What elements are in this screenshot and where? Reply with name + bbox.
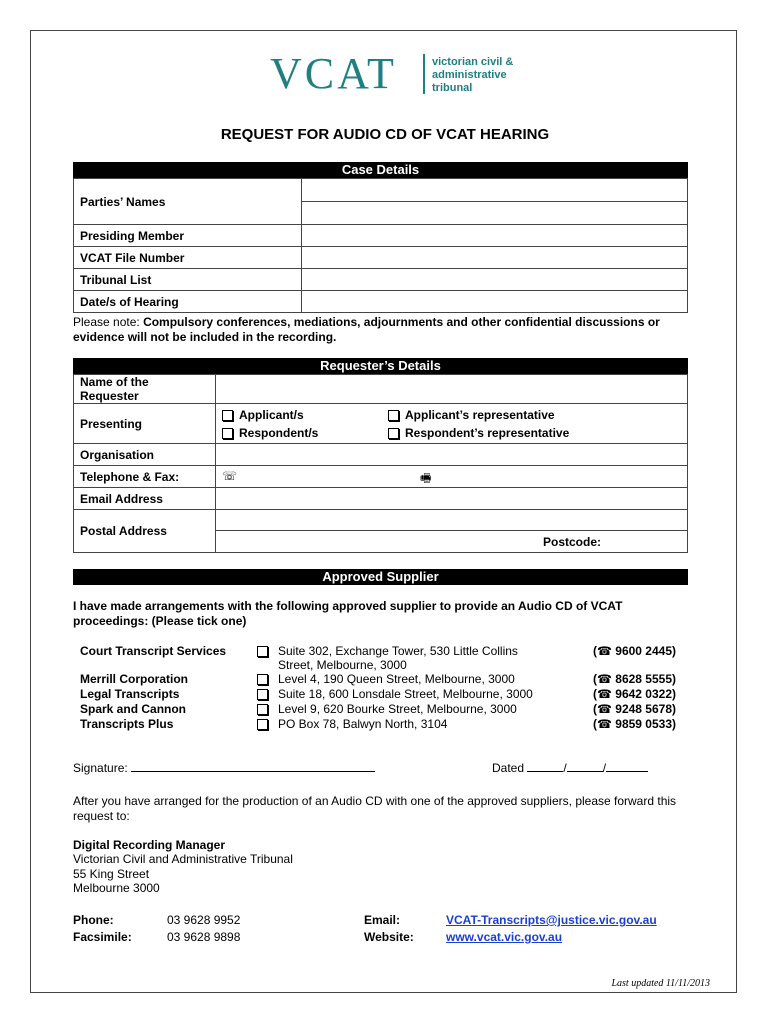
- organisation-field[interactable]: [216, 444, 688, 466]
- logo-subtitle-2: administrative: [432, 69, 507, 81]
- vcat-logo: VCAT: [270, 49, 397, 98]
- applicant-option[interactable]: [222, 408, 304, 422]
- supplier-name: Court Transcript Services: [80, 644, 227, 658]
- fax-value: 03 9628 9898: [167, 930, 241, 944]
- last-updated: Last updated 11/11/2013: [611, 978, 710, 989]
- presiding-member-label: Presiding Member: [74, 225, 302, 247]
- note-prefix: Please note:: [73, 315, 144, 329]
- date-separator: /: [602, 761, 607, 775]
- file-number-field[interactable]: [302, 247, 688, 269]
- supplier-checkbox[interactable]: [257, 646, 268, 657]
- respondent-label: Respondent/s: [239, 426, 319, 440]
- supplier-name: Transcripts Plus: [80, 717, 174, 731]
- logo-subtitle-3: tribunal: [432, 82, 473, 94]
- supplier-address: Level 9, 620 Bourke Street, Melbourne, 3000: [278, 702, 517, 716]
- email-contact-label: Email:: [364, 913, 401, 927]
- dated-year-line[interactable]: [606, 759, 648, 772]
- logo-divider: [423, 54, 425, 94]
- supplier-address: Level 4, 190 Queen Street, Melbourne, 3000: [278, 672, 515, 686]
- supplier-checkbox[interactable]: [257, 674, 268, 685]
- case-details-table: [73, 178, 688, 313]
- email-label: Email Address: [74, 488, 216, 510]
- supplier-intro: I have made arrangements with the following approved supplier to provide an Audio CD of VCAT proceedings: (Please tick one): [73, 599, 623, 628]
- supplier-name: Spark and Cannon: [80, 702, 187, 716]
- note-text: Compulsory conferences, mediations, adjournments and other confidential discussions or evidence will not be included in the recording.: [73, 315, 660, 344]
- page-title: REQUEST FOR AUDIO CD OF VCAT HEARING: [220, 126, 550, 143]
- supplier-phone: (☎ 9642 0322): [593, 687, 676, 701]
- date-separator: /: [563, 761, 567, 775]
- telephone-icon: ☏: [222, 469, 238, 483]
- supplier-address: Suite 18, 600 Lonsdale Street, Melbourne, 3000: [278, 687, 533, 701]
- dated-day-line[interactable]: [527, 759, 563, 772]
- supplier-phone: (☎ 9248 5678): [593, 702, 676, 716]
- dated-month-line[interactable]: [567, 759, 603, 772]
- applicant-checkbox[interactable]: [222, 410, 233, 421]
- applicant-label: Applicant/s: [239, 408, 304, 422]
- signature-row: [73, 759, 375, 776]
- supplier-checkbox[interactable]: [257, 704, 268, 715]
- signature-label: Signature:: [73, 761, 128, 775]
- respondent-option[interactable]: [222, 426, 318, 440]
- supplier-address: Suite 302, Exchange Tower, 530 Little Collins: [278, 644, 518, 658]
- email-field[interactable]: [216, 488, 688, 510]
- recipient-city: Melbourne 3000: [73, 881, 160, 895]
- recipient-org: Victorian Civil and Administrative Tribunal: [73, 852, 293, 866]
- supplier-phone: (☎ 8628 5555): [593, 672, 676, 686]
- presiding-member-field[interactable]: [302, 225, 688, 247]
- email-link[interactable]: VCAT-Transcripts@justice.vic.gov.au: [446, 913, 657, 927]
- supplier-address-line-2: Street, Melbourne, 3000: [278, 658, 407, 672]
- website-label: Website:: [364, 930, 414, 944]
- applicant-rep-label: Applicant’s representative: [405, 408, 555, 422]
- respondent-checkbox[interactable]: [222, 428, 233, 439]
- website-link[interactable]: www.vcat.vic.gov.au: [446, 930, 563, 944]
- fax-label: Facsimile:: [73, 930, 132, 944]
- applicant-rep-option[interactable]: [388, 408, 555, 422]
- logo-subtitle-1: victorian civil &: [432, 56, 514, 68]
- telephone-fax-label: Telephone & Fax:: [74, 466, 216, 488]
- supplier-name: Legal Transcripts: [80, 687, 180, 701]
- recipient-street: 55 King Street: [73, 867, 150, 881]
- tribunal-list-field[interactable]: [302, 269, 688, 291]
- postcode-field[interactable]: [216, 531, 688, 553]
- supplier-address: PO Box 78, Balwyn North, 3104: [278, 717, 448, 731]
- requester-table: [73, 374, 688, 553]
- postal-address-field[interactable]: [216, 510, 688, 531]
- case-details-heading: Case Details: [73, 162, 688, 178]
- dates-of-hearing-field[interactable]: [302, 291, 688, 313]
- presenting-options: [216, 404, 688, 444]
- respondent-rep-checkbox[interactable]: [388, 428, 399, 439]
- telephone-fax-field[interactable]: [216, 466, 688, 488]
- parties-names-field-2[interactable]: [302, 202, 688, 225]
- postcode-label: Postcode:: [542, 534, 601, 549]
- fax-icon: 🖷: [420, 471, 432, 485]
- parties-names-field-1[interactable]: [302, 179, 688, 202]
- applicant-rep-checkbox[interactable]: [388, 410, 399, 421]
- tribunal-list-label: Tribunal List: [74, 269, 302, 291]
- phone-value: 03 9628 9952: [167, 913, 241, 927]
- confidential-note: [73, 315, 713, 345]
- supplier-name: Merrill Corporation: [80, 672, 189, 686]
- dated-label: Dated: [492, 761, 525, 775]
- supplier-checkbox[interactable]: [257, 719, 268, 730]
- forward-instruction: After you have arranged for the production of an Audio CD with one of the approved suppliers, please forward this request to:: [73, 794, 677, 823]
- phone-label: Phone:: [73, 913, 114, 927]
- organisation-label: Organisation: [74, 444, 216, 466]
- file-number-label: VCAT File Number: [74, 247, 302, 269]
- signature-line[interactable]: [131, 759, 375, 772]
- postal-address-label: Postal Address: [74, 510, 216, 553]
- respondent-rep-option[interactable]: [388, 426, 569, 440]
- requester-heading: Requester’s Details: [73, 358, 688, 374]
- parties-names-label: Parties’ Names: [74, 179, 302, 225]
- dated-row: [492, 759, 648, 776]
- supplier-phone: (☎ 9600 2445): [593, 644, 676, 658]
- supplier-checkbox[interactable]: [257, 689, 268, 700]
- respondent-rep-label: Respondent’s representative: [405, 426, 570, 440]
- requester-name-label: Name of the Requester: [74, 375, 216, 404]
- supplier-phone: (☎ 9859 0533): [593, 717, 676, 731]
- dates-of-hearing-label: Date/s of Hearing: [74, 291, 302, 313]
- requester-name-field[interactable]: [216, 375, 688, 404]
- presenting-label: Presenting: [74, 404, 216, 444]
- supplier-heading: Approved Supplier: [73, 569, 688, 585]
- recipient-title: Digital Recording Manager: [73, 838, 226, 852]
